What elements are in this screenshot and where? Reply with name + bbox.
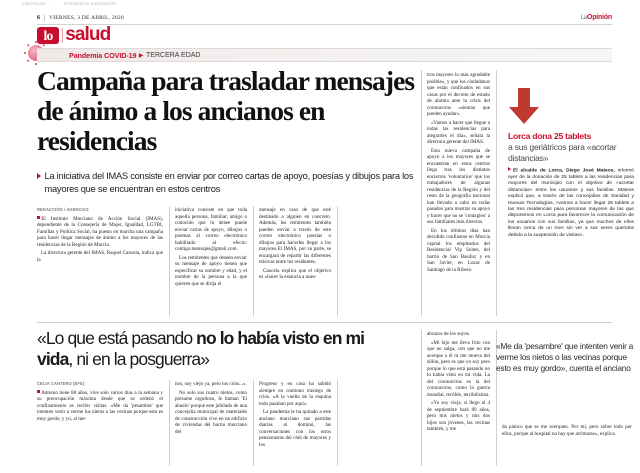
arrow-head — [509, 107, 539, 124]
paragraph: La directora gerente del IMAS, Raquel Cancela, indica que la — [37, 250, 163, 263]
column-rule — [337, 206, 338, 316]
kicker-subsection: TERCERA EDAD — [146, 51, 201, 59]
watermark-left: Impreso por — [22, 1, 46, 6]
paragraph: tros mayores lo más agradable posible», y que los ciudadanos que están confinados en sus casas por el decreto de estado de alarma ante la crisis del coronavirus «sientan que pueden ayudar». — [427, 72, 490, 117]
article-column-4 — [427, 72, 490, 275]
bottom-column-2 — [175, 381, 247, 437]
logo-divider — [62, 28, 63, 43]
masthead-article: La — [580, 15, 587, 21]
page-number: 6 — [37, 15, 40, 21]
paragraph: No solo sus cuatro nietos, como presume orgulloso, le llaman 'El abuelo' porque este jubilado de una concejalía municipal de materiales de construcción vive en un edificio de viviendas del barrio murciano del — [175, 389, 247, 435]
watermark-right: Prohibida su reproducción — [64, 1, 117, 6]
headline-part-1: «Lo que está pasando — [37, 328, 197, 348]
paragraph: Cancela explica que el objetivo es «hacer la estancia a nues- — [259, 267, 331, 280]
chevron-right-icon: ▶ — [138, 52, 144, 59]
column-rule — [169, 206, 170, 316]
square-bullet-icon — [37, 390, 40, 393]
bottom-column-3 — [259, 381, 331, 450]
sidebar-body-text: informó ayer de la donación de 25 tablets a las residencias para mayores del municipio con el objetivo de «acortar distancias» entre los usuarios y sus familias. Mateos explicó que, a través de las concejalías de Sanidad y Nuevas Tecnologías, «vamos a hacer llegar 25 tablets a las tres residencias para personas mayores de las que disponemos en Lorca para favorecer la comunicación de los usuarios con sus familias, ya que muchos de ellos llevan cerca de un mes sin ver a sus seres queridos debido a la suspensión de visitas». — [508, 168, 635, 238]
bottom-column-4 — [427, 331, 490, 435]
paragraph: «Mi hijo me lleva frito con que no salga, con que no me acerque a él ni me mueva del sillón, pero es que yo soy pero porque lo que está pasando no lo había visto en mi vida. La del coronavirus es la del coronavirus, como la guerra mundial, terrible, terribilísima. — [427, 339, 490, 398]
column-rule — [496, 70, 497, 316]
paragraph — [37, 390, 163, 423]
paragraph — [37, 216, 163, 249]
sidebar-subtitle: a sus geriátricos para «acortar distancias» — [508, 142, 617, 163]
issue-date: VIERNES, 3 DE ABRIL, 2020 — [49, 15, 124, 21]
section-name: salud — [65, 24, 111, 45]
masthead-logo — [581, 14, 612, 21]
story-divider-rule — [37, 322, 612, 323]
column-rule — [253, 380, 254, 466]
folio-row — [37, 14, 612, 21]
paragraph: Esta nueva campaña de apoyo a los mayores que se encuentran en estos centros llega tras los distintos encierros 'voluntarios' que los trabajadores de algunas residencias de la Región y del resto de la geografía nacional han llevado a cabo en todas pasados para mostrar su apoyo y hacer que no se 'contagien' a sus familiares más directos. — [427, 147, 490, 225]
column-rule — [169, 380, 170, 466]
logo-badge: lo — [37, 27, 59, 44]
paragraph: abrazos de los suyos. — [427, 331, 471, 337]
secondary-headline — [37, 328, 389, 370]
arrow-shaft — [518, 88, 530, 108]
down-arrow-icon — [509, 88, 539, 124]
triangle-bullet-icon — [37, 173, 41, 179]
section-kicker-bar — [37, 48, 612, 62]
article-column-2 — [175, 207, 247, 289]
main-lead — [37, 170, 415, 195]
paragraph: mensaje en caso de que esté destinado a alguien en concreto. Además, los remitentes también pueden enviar a través de este correo electrónico poesías o dibujos para hacerles llegar a los mayores.El IMAS, por su parte, se encargará de repartir las diferentes misivas entre los residentes. — [259, 207, 331, 265]
headline-bold-2: visto en mi vida — [37, 328, 365, 369]
paragraph: nos, soy viejo ya, pero los críos...». — [175, 381, 247, 387]
pull-quote: «Me da 'pesambre' que intenten venir a verme los nietos o las vecinas porque esto es muy gordo», cuenta el anciano — [496, 341, 634, 374]
sidebar-body-lead: El alcalde de Lorca, Diego José Mateos, — [513, 168, 615, 174]
column-rule — [421, 70, 422, 316]
paragraph: Progreso y en casa ha sabido siempre en continuo trasiego de crios. «A la vuelta de la esquina todo pasaban por aquí». — [259, 381, 331, 407]
article-column-3 — [259, 207, 331, 283]
header-rule — [37, 24, 612, 25]
paragraph: Los remitentes que deseen enviar su mensaje de apoyo tienen que especificar su nombre y edad, y el nombre de la persona a la que quieren que se dirija el — [175, 254, 247, 287]
triangle-bullet-icon — [508, 167, 511, 171]
column-rule — [253, 206, 254, 316]
column-rule — [337, 380, 338, 466]
article-column-1 — [37, 207, 163, 265]
sidebar-title: Lorca dona 25 tablets — [508, 131, 592, 141]
print-watermark — [22, 1, 117, 6]
headline-bold-1: no lo había — [196, 328, 279, 348]
main-lead-text: La iniciativa del IMAS consiste en enviar por correo cartas de apoyo, poesías y dibujos para los mayores que se encuentran en estos centros — [44, 171, 414, 194]
watermark-separator: · — [54, 1, 56, 6]
bottom-column-5 — [502, 424, 632, 439]
paragraph: En los últimos días han decidido confinarse en Murcia capital los empleados del Residencial Vip Suites, del barrio de San Basilio; y en San Javier, en Lozac de Santiago de la Ribera. — [427, 227, 490, 273]
main-headline: Campaña para trasladar mensajes de ánimo a los ancianos en residencias — [37, 65, 415, 156]
paragraph: «Yo soy vieja, si llego al 4 de septiembre hará 89 años, pero mis nietos y mis dos hijos son jóvenes, las vecinas también, y me — [427, 400, 490, 432]
paragraph: iniciativa consiste en que toda aquella persona, familiar, amigo o conocido que lo desee puede enviar cartas de apoyo, dibujos o poemas al correo electrónico habilitado al efecto: contigo.mensajes@gmail.com. — [175, 207, 247, 252]
article-byline: REDACCIÓN / AGENCIAS — [37, 207, 89, 212]
kicker-label: Pandemia COVID-19 — [69, 50, 137, 60]
paragraph: da pánico que se me acerquen. Por mí, pero sobre todo por ellos, porque al hospital no hay que arrimarse», explica. — [502, 424, 632, 437]
paragraph: La pandemia le ha quitado a este anciano murciano sus partidas diarias al dominó, las conversaciones con los otros pensionistas del club de mayores y los — [259, 409, 331, 448]
sidebar-body — [508, 167, 634, 239]
bottom-byline: CELIA CANTERO (EFE) — [37, 381, 85, 386]
headline-part-3: , ni en la posguerra» — [68, 349, 210, 369]
folio-divider — [44, 15, 45, 21]
masthead-name: Opinión — [586, 14, 612, 21]
square-bullet-icon — [37, 216, 40, 219]
column-rule — [421, 330, 422, 466]
paragraph-text: Antonio tiene 88 años, vive solo varios días a la semana y su preocupación máxima desde que se ordenó el confinamiento es recibir visitas. «Me da 'pesambre' que intenten venir a verme los nietos o las vecinas porque esto es muy gordo; y yo, al me- — [37, 389, 163, 422]
paragraph-text: El Instituto Murciano de Acción Social (IMAS), dependiente de la Consejería de Mujer, Igualdad, LGTBI, Familias y Política Social, ha puesto en marcha una campaña para hacer llegar mensajes de ánimo a los mayores de las residencias de la Región de Murcia. — [37, 215, 163, 248]
paragraph: «Vamos a hacer que llegue a todas las residencias para alegrarles el día», señala la directora gerente del IMAS. — [427, 119, 490, 145]
bottom-column-1 — [37, 381, 163, 424]
